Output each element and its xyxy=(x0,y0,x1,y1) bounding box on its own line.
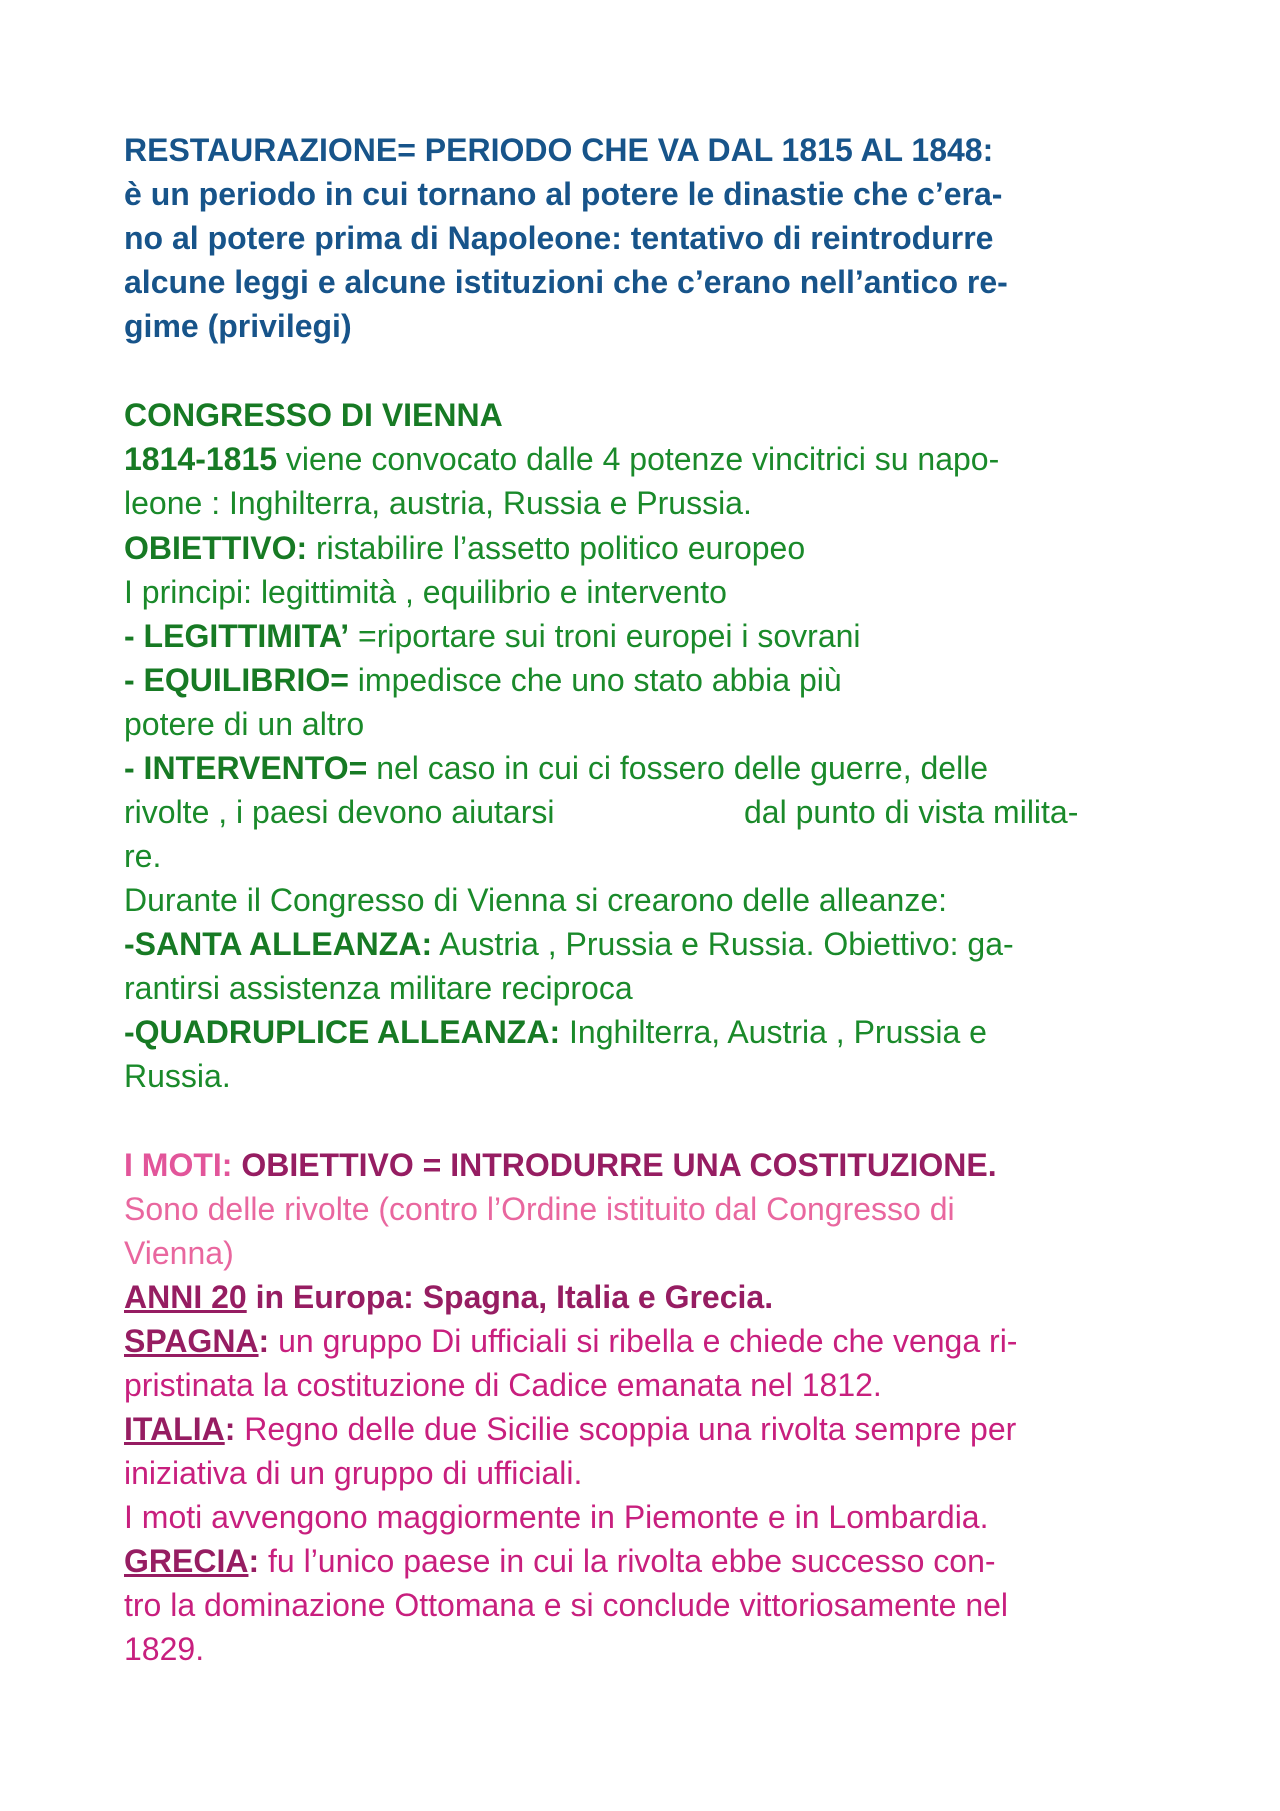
principio-intervento-cont: rivolte , i paesi devono aiutarsi xyxy=(124,794,555,830)
principio-equilibrio-cont: potere di un altro xyxy=(124,706,365,742)
anni-20: ANNI 20 in Europa: Spagna, Italia e Grecia. xyxy=(124,1279,774,1315)
congresso-obiettivo: OBIETTIVO: ristabilire l’assetto politico europeo xyxy=(124,530,806,566)
restaurazione-line: no al potere prima di Napoleone: tentativo di reintrodurre xyxy=(124,220,994,256)
moti-grecia: GRECIA: fu l’unico paese in cui la rivolta ebbe successo con- xyxy=(124,1543,996,1579)
moti-desc-cont: Vienna) xyxy=(124,1235,234,1271)
alleanze-intro: Durante il Congresso di Vienna si crearono delle alleanze: xyxy=(124,882,948,918)
moti-piemonte: I moti avvengono maggiormente in Piemonte e in Lombardia. xyxy=(124,1499,989,1535)
restaurazione-line: gime (privilegi) xyxy=(124,308,352,344)
congresso-principi: I principi: legittimità , equilibrio e intervento xyxy=(124,574,727,610)
moti-heading: I MOTI: OBIETTIVO = INTRODURRE UNA COSTITUZIONE. xyxy=(124,1147,997,1183)
santa-alleanza-cont: rantirsi assistenza militare reciproca xyxy=(124,970,633,1006)
moti-italia-cont: iniziativa di un gruppo di ufficiali. xyxy=(124,1455,583,1491)
santa-alleanza: -SANTA ALLEANZA: Austria , Prussia e Russia. Obiettivo: ga- xyxy=(124,926,1014,962)
moti-spagna: SPAGNA: un gruppo Di ufficiali si ribella e chiede che venga ri- xyxy=(124,1323,1018,1359)
moti-italia: ITALIA: Regno delle due Sicilie scoppia una rivolta sempre per xyxy=(124,1411,1017,1447)
restaurazione-line: alcune leggi e alcune istituzioni che c’erano nell’antico re- xyxy=(124,264,1008,300)
quadruplice-alleanza: -QUADRUPLICE ALLEANZA: Inghilterra, Austria , Prussia e xyxy=(124,1014,987,1050)
principio-legittimita: - LEGITTIMITA’ =riportare sui troni europei i sovrani xyxy=(124,618,861,654)
congresso-title: CONGRESSO DI VIENNA xyxy=(124,397,503,433)
moti-grecia-cont: tro la dominazione Ottomana e si conclude vittoriosamente nel xyxy=(124,1587,1009,1623)
principio-intervento-cont-b: dal punto di vista milita- xyxy=(744,794,1079,830)
restaurazione-line: è un periodo in cui tornano al potere le dinastie che c’era- xyxy=(124,176,1003,212)
quadruplice-alleanza-cont: Russia. xyxy=(124,1058,231,1094)
congresso-line: leone : Inghilterra, austria, Russia e Prussia. xyxy=(124,485,752,521)
congresso-date: 1814-1815 xyxy=(124,441,278,477)
congresso-date-line: 1814-1815 viene convocato dalle 4 potenze vincitrici su napo- xyxy=(124,441,1000,477)
restaurazione-heading: RESTAURAZIONE= PERIODO CHE VA DAL 1815 AL 1848: xyxy=(124,132,994,168)
moti-grecia-end: 1829. xyxy=(124,1631,205,1667)
principio-intervento-end: re. xyxy=(124,838,162,874)
principio-intervento: - INTERVENTO= nel caso in cui ci fossero delle guerre, delle xyxy=(124,750,989,786)
principio-equilibrio: - EQUILIBRIO= impedisce che uno stato abbia più xyxy=(124,662,842,698)
moti-desc: Sono delle rivolte (contro l’Ordine istituito dal Congresso di xyxy=(124,1191,955,1227)
moti-spagna-cont: pristinata la costituzione di Cadice emanata nel 1812. xyxy=(124,1367,882,1403)
